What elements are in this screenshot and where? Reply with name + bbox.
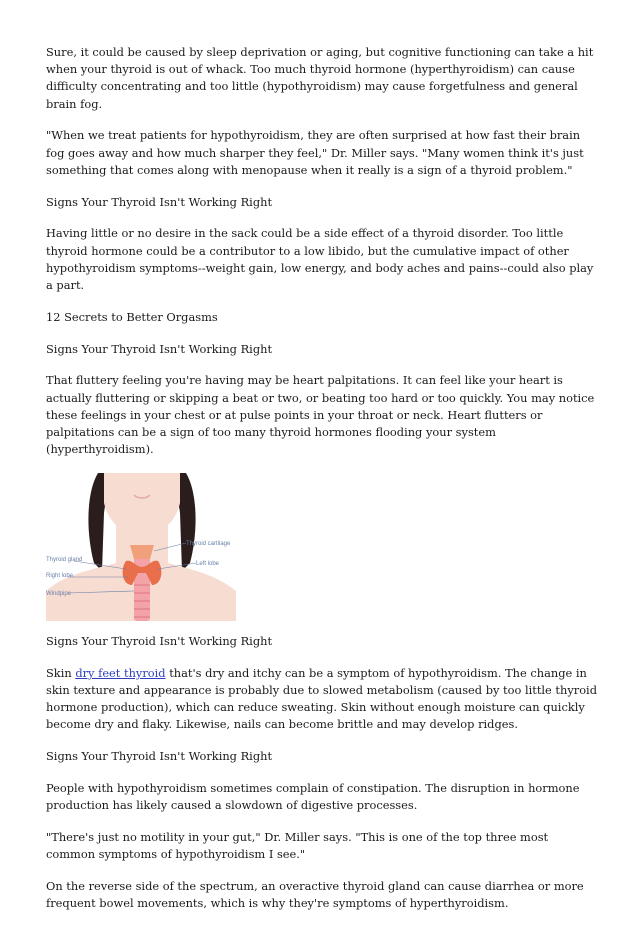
thyroid-illustration — [46, 473, 236, 621]
paragraph-text: Skin — [46, 665, 76, 680]
paragraph: People with hypothyroidism sometimes complain of constipation. The disruption in hormone production has likely caused a slowdown of digestive processes. — [46, 781, 580, 813]
thyroid-cartilage-shape — [130, 545, 154, 559]
paragraph: Having little or no desire in the sack could be a side effect of a thyroid disorder. Too little thyroid hormone could be a contributor to a low libido, but the cumulative impact of other hypothyroidism symptoms--weight gain, low energy, and body aches and pains--could also play a part. — [46, 226, 594, 293]
face-shape — [104, 473, 180, 537]
section-heading: 12 Secrets to Better Orgasms — [46, 309, 218, 324]
label-thyroid-cartilage: Thyroid cartilage — [186, 541, 231, 548]
paragraph — [46, 665, 600, 734]
section-heading: Signs Your Thyroid Isn't Working Right — [46, 634, 273, 649]
label-thyroid-gland: Thyroid gland — [46, 557, 83, 564]
paragraph: Sure, it could be caused by sleep deprivation or aging, but cognitive functioning can take a hit when your thyroid is out of whack. Too much thyroid hormone (hyperthyroidism) can cause difficulty concentrating and too little (hypothyroidism) may cause forgetfulness and general brain fog. — [46, 45, 594, 111]
paragraph: "There's just no motility in your gut," Dr. Miller says. "This is one of the top three most common symptoms of hypothyroidism I see." — [46, 830, 549, 862]
paragraph: "When we treat patients for hypothyroidism, they are often surprised at how fast their brain fog goes away and how much sharper they feel," Dr. Miller says. "Many women think it's just something that comes along with menopause when it really is a sign of a thyroid problem." — [46, 128, 584, 177]
section-heading: Signs Your Thyroid Isn't Working Right — [46, 749, 273, 764]
paragraph: That fluttery feeling you're having may be heart palpitations. It can feel like your heart is actually fluttering or skipping a beat or two, or beating too hard or too quickly. You may notice these feelings in your chest or at pulse points in your throat or neck. Heart flutters or palpitations can be a sign of too many thyroid hormones flooding your system (hyperthyroidism). — [46, 373, 595, 457]
paragraph: On the reverse side of the spectrum, an overactive thyroid gland can cause diarrhea or more frequent bowel movements, which is why they're symptoms of hyperthyroidism. — [46, 879, 584, 911]
dry-feet-thyroid-link[interactable]: dry feet thyroid — [75, 665, 166, 680]
section-heading: Signs Your Thyroid Isn't Working Right — [46, 341, 273, 356]
thyroid-diagram — [46, 473, 236, 621]
section-heading: Signs Your Thyroid Isn't Working Right — [46, 194, 273, 209]
label-windpipe: Windpipe — [46, 591, 72, 598]
label-left-lobe: Left lobe — [196, 561, 220, 568]
article-body — [46, 44, 600, 927]
paragraph-text: that's dry and itchy can be a symptom of hypothyroidism. The change in skin texture and appearance is probably due to slowed metabolism (caused by too little thyroid hormone production), which can reduce sweating. Skin without enough moisture can quickly become dry and flaky. Likewise, nails can become brittle and may develop ridges. — [46, 665, 597, 732]
label-right-lobe: Right lobe — [46, 573, 74, 580]
